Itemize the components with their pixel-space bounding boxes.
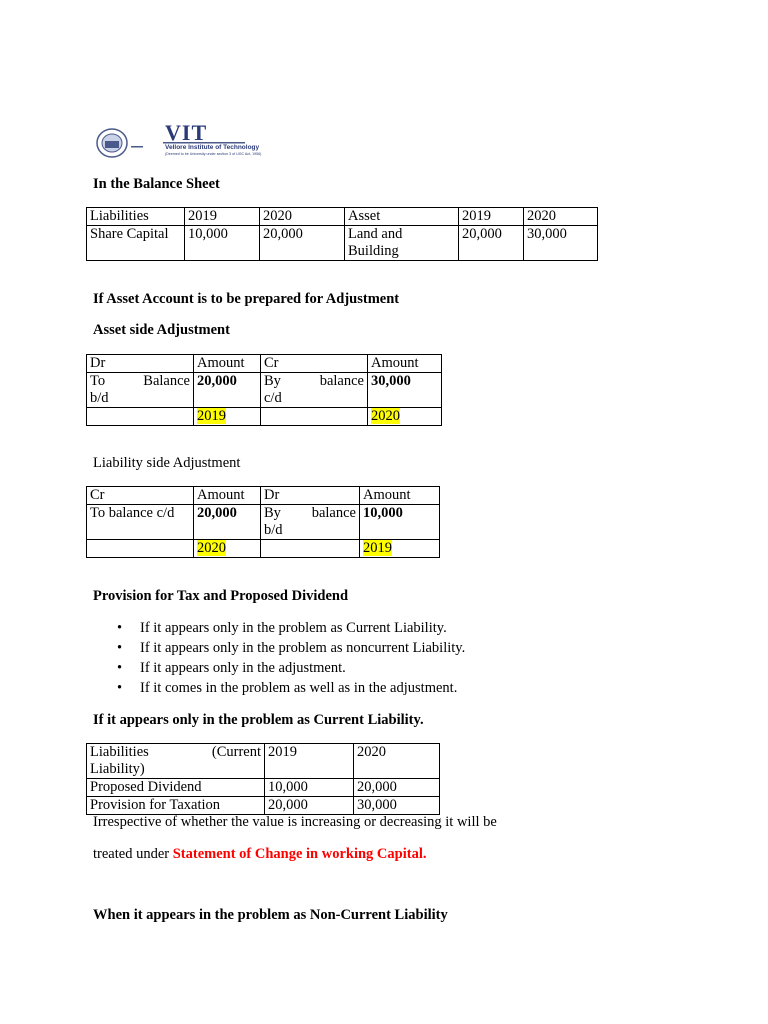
table-cell bbox=[261, 505, 360, 540]
justified-line bbox=[264, 505, 356, 522]
header-cell: 2020 bbox=[260, 208, 345, 226]
header-cell bbox=[87, 744, 265, 779]
cell-text: Liabilities bbox=[90, 744, 149, 760]
table-cell: 10,000 bbox=[185, 226, 260, 261]
current-liability-table bbox=[86, 743, 440, 815]
table-row bbox=[87, 540, 440, 558]
table-cell bbox=[261, 408, 368, 426]
header-cell: Cr bbox=[261, 355, 368, 373]
non-current-heading: When it appears in the problem as Non-Current Liability bbox=[93, 907, 448, 923]
highlighted-year: 2020 bbox=[197, 540, 226, 556]
bullet-icon: • bbox=[117, 680, 123, 696]
table-row bbox=[87, 373, 442, 408]
justified-line bbox=[90, 744, 261, 761]
current-liability-heading: If it appears only in the problem as Current Liability. bbox=[93, 712, 424, 728]
header-cell: 2019 bbox=[265, 744, 354, 779]
balance-sheet-heading: In the Balance Sheet bbox=[93, 176, 220, 192]
header-cell: 2019 bbox=[185, 208, 260, 226]
table-cell: 30,000 bbox=[368, 373, 442, 408]
asset-adjustment-table bbox=[86, 354, 442, 426]
header-cell: 2020 bbox=[524, 208, 598, 226]
table-cell: Provision for Taxation bbox=[87, 797, 265, 815]
justified-line bbox=[264, 373, 364, 390]
justified-line bbox=[90, 373, 190, 390]
logo-brand: VIT bbox=[165, 120, 208, 145]
table-cell: 20,000 bbox=[459, 226, 524, 261]
header-cell: Amount bbox=[368, 355, 442, 373]
asset-account-heading: If Asset Account is to be prepared for Adjustment bbox=[93, 291, 400, 307]
table-cell: Share Capital bbox=[87, 226, 185, 261]
bullet-icon: • bbox=[117, 640, 123, 656]
header-cell: Liabilities bbox=[87, 208, 185, 226]
header-cell: 2019 bbox=[459, 208, 524, 226]
table-cell bbox=[87, 408, 194, 426]
cell-text: Building bbox=[348, 243, 399, 259]
cell-text: By bbox=[264, 373, 281, 389]
logo-tagline: (Deemed to be University under section 3 of UGC Act, 1956) bbox=[165, 152, 262, 156]
table-row bbox=[87, 797, 440, 815]
cell-text: Balance bbox=[143, 373, 190, 389]
table-row bbox=[87, 355, 442, 373]
table-cell bbox=[87, 373, 194, 408]
header-cell: Amount bbox=[194, 487, 261, 505]
balance-sheet-table bbox=[86, 207, 598, 261]
table-cell bbox=[261, 373, 368, 408]
list-item-text: If it appears only in the adjustment. bbox=[140, 660, 346, 676]
header-cell: Dr bbox=[261, 487, 360, 505]
table-cell: To balance c/d bbox=[87, 505, 194, 540]
table-cell: 20,000 bbox=[354, 779, 440, 797]
table-row bbox=[87, 487, 440, 505]
note-prefix: treated under bbox=[93, 846, 173, 862]
table-cell bbox=[360, 540, 440, 558]
cell-text: c/d bbox=[264, 390, 282, 406]
table-cell bbox=[345, 226, 459, 261]
table-row bbox=[87, 744, 440, 779]
vit-logo bbox=[95, 120, 262, 161]
table-row bbox=[87, 408, 442, 426]
table-cell bbox=[194, 540, 261, 558]
list-item bbox=[117, 620, 465, 640]
highlighted-year: 2020 bbox=[371, 408, 400, 424]
cell-text: To bbox=[90, 373, 106, 389]
cell-text: b/d bbox=[90, 390, 109, 406]
list-item bbox=[117, 660, 465, 680]
cell-text: balance bbox=[311, 505, 356, 521]
list-item-text: If it appears only in the problem as Current Liability. bbox=[140, 620, 447, 636]
highlighted-year: 2019 bbox=[363, 540, 392, 556]
liability-side-heading: Liability side Adjustment bbox=[93, 455, 241, 471]
note-line-1: Irrespective of whether the value is increasing or decreasing it will be bbox=[93, 814, 497, 830]
liability-adjustment-table bbox=[86, 486, 440, 558]
table-row bbox=[87, 505, 440, 540]
table-cell: 20,000 bbox=[194, 373, 261, 408]
table-cell: 10,000 bbox=[265, 779, 354, 797]
provision-bullet-list bbox=[117, 620, 465, 700]
table-row bbox=[87, 208, 598, 226]
table-row bbox=[87, 226, 598, 261]
table-cell: 20,000 bbox=[265, 797, 354, 815]
cell-text: By bbox=[264, 505, 281, 521]
table-cell: Proposed Dividend bbox=[87, 779, 265, 797]
table-cell: 30,000 bbox=[524, 226, 598, 261]
cell-text: (Current bbox=[211, 744, 261, 760]
header-cell: Asset bbox=[345, 208, 459, 226]
header-cell: 2020 bbox=[354, 744, 440, 779]
note-line-2 bbox=[93, 846, 426, 863]
table-cell bbox=[194, 408, 261, 426]
logo-subtitle: Vellore Institute of Technology bbox=[165, 144, 260, 151]
note-emphasis: Statement of Change in working Capital. bbox=[172, 846, 427, 862]
asset-side-heading: Asset side Adjustment bbox=[93, 322, 230, 338]
list-item bbox=[117, 640, 465, 660]
table-cell: 20,000 bbox=[260, 226, 345, 261]
header-cell: Amount bbox=[194, 355, 261, 373]
cell-text: Liability) bbox=[90, 761, 145, 777]
header-cell: Amount bbox=[360, 487, 440, 505]
header-cell: Cr bbox=[87, 487, 194, 505]
justified-line bbox=[348, 226, 455, 243]
table-cell: 20,000 bbox=[194, 505, 261, 540]
provision-heading: Provision for Tax and Proposed Dividend bbox=[93, 588, 349, 604]
table-row bbox=[87, 779, 440, 797]
cell-text: balance bbox=[319, 373, 364, 389]
table-cell bbox=[261, 540, 360, 558]
bullet-icon: • bbox=[117, 620, 123, 636]
table-cell: 10,000 bbox=[360, 505, 440, 540]
bullet-icon: • bbox=[117, 660, 123, 676]
table-cell bbox=[87, 540, 194, 558]
list-item-text: If it appears only in the problem as noncurrent Liability. bbox=[140, 640, 466, 656]
cell-text: b/d bbox=[264, 522, 283, 538]
highlighted-year: 2019 bbox=[197, 408, 226, 424]
cell-text: Land and bbox=[348, 226, 403, 242]
header-cell: Dr bbox=[87, 355, 194, 373]
table-cell bbox=[368, 408, 442, 426]
table-cell: 30,000 bbox=[354, 797, 440, 815]
list-item-text: If it comes in the problem as well as in the adjustment. bbox=[140, 680, 458, 696]
list-item bbox=[117, 680, 465, 700]
